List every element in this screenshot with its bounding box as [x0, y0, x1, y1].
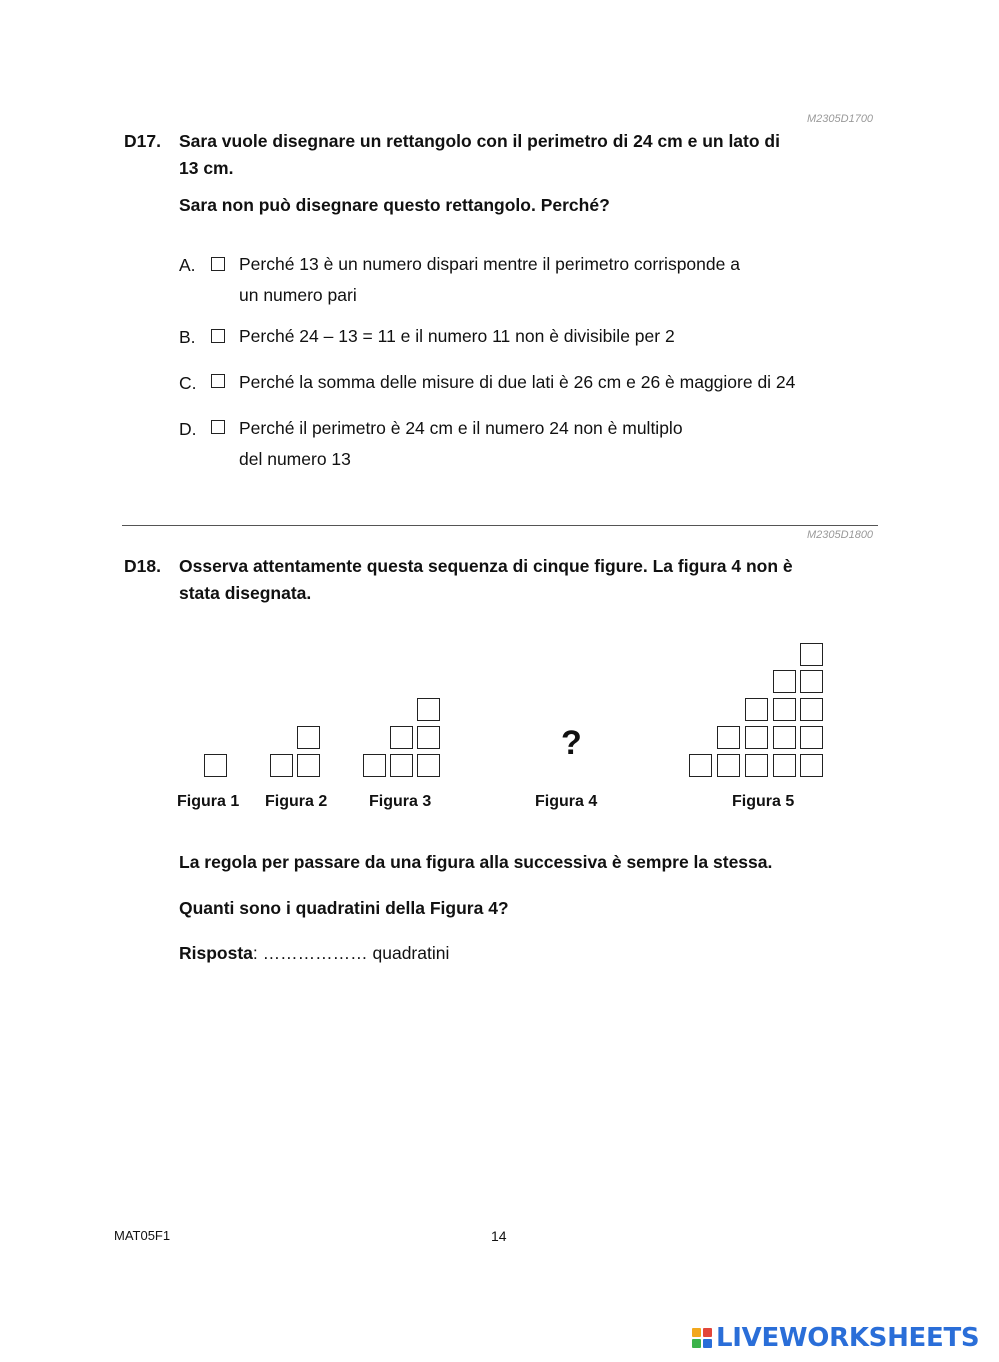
question-code: M2305D1700 [807, 113, 874, 125]
option-letter-d: D. [179, 419, 197, 439]
question-text-line: Sara vuole disegnare un rettangolo con il perimetro di 24 cm e un lato di [179, 131, 780, 151]
option-letter-c: C. [179, 373, 197, 393]
option-text-line: del numero 13 [239, 449, 351, 469]
option-text-line: Perché 13 è un numero dispari mentre il perimetro corrisponde a [239, 254, 740, 274]
option-d-text [239, 413, 683, 475]
rule-text: La regola per passare da una figura alla successiva è sempre la stessa. [179, 852, 773, 872]
question-text [179, 128, 780, 182]
figure-5-square [773, 698, 796, 721]
figure-2-square [297, 726, 320, 749]
figure-4-question-mark: ? [561, 724, 582, 762]
figure-3-square [417, 698, 440, 721]
option-letter-b: B. [179, 327, 196, 347]
section-divider [122, 525, 878, 526]
question-text-line: Osserva attentamente questa sequenza di cinque figure. La figura 4 non è [179, 556, 793, 576]
option-b-text [239, 321, 675, 352]
answer-line[interactable] [179, 943, 449, 964]
brand-logo[interactable] [692, 1320, 979, 1356]
figure-5-square [717, 726, 740, 749]
figure-4-label: Figura 4 [535, 793, 598, 810]
figure-3-square [390, 726, 413, 749]
option-a-text [239, 249, 740, 311]
figure-1-label: Figura 1 [177, 793, 240, 810]
figure-5-square [800, 754, 823, 777]
liveworksheets-logo-icon [692, 1328, 712, 1348]
option-c-checkbox[interactable] [211, 374, 225, 388]
figure-2-square [297, 754, 320, 777]
option-c-text [239, 367, 795, 398]
question-text-line: stata disegnata. [179, 583, 312, 603]
figure-5-square [717, 754, 740, 777]
question-text [179, 553, 793, 607]
figure-2-square [270, 754, 293, 777]
answer-label: Risposta [179, 943, 253, 963]
figure-3-square [390, 754, 413, 777]
option-a-checkbox[interactable] [211, 257, 225, 271]
figure-5-label: Figura 5 [732, 793, 795, 810]
figure-5-square [745, 698, 768, 721]
question-text-line: 13 cm. [179, 158, 234, 178]
question-prompt: Quanti sono i quadratini della Figura 4? [179, 898, 509, 918]
figure-5-square [745, 726, 768, 749]
figure-5-square [745, 754, 768, 777]
figure-5-square [773, 754, 796, 777]
figure-5-square [800, 726, 823, 749]
question-number: D17. [124, 131, 161, 151]
figure-3-square [417, 754, 440, 777]
option-letter-a: A. [179, 255, 196, 275]
figure-5-square [773, 726, 796, 749]
figure-5-square [773, 670, 796, 693]
figure-5-square [800, 643, 823, 666]
figure-2-label: Figura 2 [265, 793, 328, 810]
option-b-checkbox[interactable] [211, 329, 225, 343]
option-d-checkbox[interactable] [211, 420, 225, 434]
option-text-line: un numero pari [239, 285, 357, 305]
question-number: D18. [124, 556, 161, 576]
figure-5-square [689, 754, 712, 777]
figure-3-square [417, 726, 440, 749]
option-text-line: Perché il perimetro è 24 cm e il numero 24 non è multiplo [239, 418, 683, 438]
figure-5-square [800, 698, 823, 721]
brand-name: LIVEWORKSHEETS [716, 1323, 980, 1353]
question-prompt: Sara non può disegnare questo rettangolo. Perché? [179, 195, 610, 215]
question-code: M2305D1800 [807, 529, 874, 541]
figure-1-square [204, 754, 227, 777]
option-text-line: Perché la somma delle misure di due lati è 26 cm e 26 è maggiore di 24 [239, 372, 796, 392]
option-text-line: Perché 24 – 13 = 11 e il numero 11 non è divisibile per 2 [239, 326, 675, 346]
figure-5-square [800, 670, 823, 693]
answer-blank: : ……………… quadratini [252, 943, 450, 963]
figure-3-label: Figura 3 [369, 793, 432, 810]
page-number: 14 [491, 1228, 507, 1244]
document-code: MAT05F1 [114, 1228, 171, 1243]
figure-3-square [363, 754, 386, 777]
